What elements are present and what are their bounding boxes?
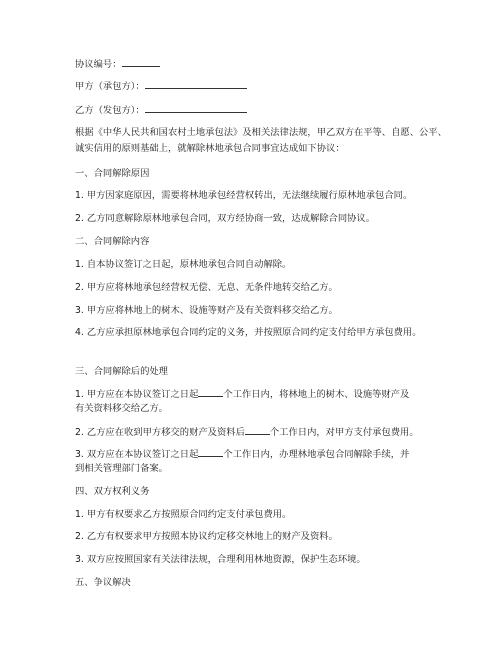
section-3-item-1-post: 个工作日内，将林地上的树木、设施等财产及: [223, 389, 410, 400]
section-4-item-3: 3. 双方应按照国家有关法律法规，合理利用林地资源，保护生态环境。: [75, 554, 366, 565]
section-3-item-1-pre: 1. 甲方应在本协议签订之日起: [75, 389, 199, 400]
agreement-number-blank: [122, 57, 160, 67]
section-3-item-1: [75, 387, 447, 401]
section-3-item-1-blank: [198, 387, 223, 397]
party-b-blank: [145, 103, 247, 113]
agreement-number-label: 协议编号：: [75, 59, 122, 70]
section-3-item-3-pre: 3. 双方应在本协议签订之日起: [75, 449, 199, 460]
section-3-item-3-line-2: 到相关管理部门备案。: [75, 463, 168, 474]
section-3-item-3-post: 个工作日内，办理林地承包合同解除手续，并: [223, 449, 410, 460]
section-1-item-2: 2. 乙方同意解除原林地承包合同，双方经协商一致，达成解除合同协议。: [75, 213, 376, 224]
section-4-item-2: 2. 乙方有权要求甲方按照本协议约定移交林地上的财产及资料。: [75, 531, 338, 542]
section-3-item-2-blank: [245, 425, 270, 435]
section-4-item-1: 1. 甲方有权要求乙方按照原合同约定支付承包费用。: [75, 509, 292, 520]
section-1-item-1: 1. 甲方因家庭原因，需要将林地承包经营权转出，无法继续履行原林地承包合同。: [75, 190, 413, 201]
section-4-title: 四、双方权利义务: [75, 486, 150, 497]
party-b-label: 乙方（发包方）：: [75, 105, 145, 116]
party-b-line: [75, 103, 447, 117]
party-a-label: 甲方（承包方）：: [75, 81, 145, 92]
agreement-number-line: [75, 57, 447, 71]
section-3-item-2-post: 个工作日内，对甲方支付承包费用。: [269, 427, 419, 438]
section-2-item-3: 3. 甲方应将林地上的树木、设施等财产及有关资料移交给乙方。: [75, 305, 338, 316]
section-3-item-3: [75, 447, 447, 461]
section-3-title: 三、合同解除后的处理: [75, 366, 168, 377]
section-3-item-2: [75, 425, 447, 439]
section-2-item-1: 1. 自本协议签订之日起，原林地承包合同自动解除。: [75, 259, 292, 270]
intro-paragraph: 根据《中华人民共和国农村土地承包法》及相关法律法规，甲乙双方在平等、自愿、公平、诚实信用的原则基础上，就解除林地承包合同事宜达成如下协议：: [75, 127, 447, 154]
section-2-item-4: 4. 乙方应承担原林地承包合同约定的义务，并按照原合同约定支付给甲方承包费用。: [75, 327, 422, 338]
section-3-item-2-pre: 2. 乙方应在收到甲方移交的财产及资料后: [75, 427, 245, 438]
section-2-item-2: 2. 甲方应将林地承包经营权无偿、无息、无条件地转交给乙方。: [75, 282, 338, 293]
section-1-title: 一、合同解除原因: [75, 168, 150, 179]
party-a-blank: [145, 79, 247, 89]
section-5-title: 五、争议解决: [75, 577, 131, 588]
section-3-item-3-blank: [198, 447, 223, 457]
section-3-item-1-line-2: 有关资料移交给乙方。: [75, 403, 168, 414]
party-a-line: [75, 79, 447, 93]
section-2-title: 二、合同解除内容: [75, 236, 150, 247]
